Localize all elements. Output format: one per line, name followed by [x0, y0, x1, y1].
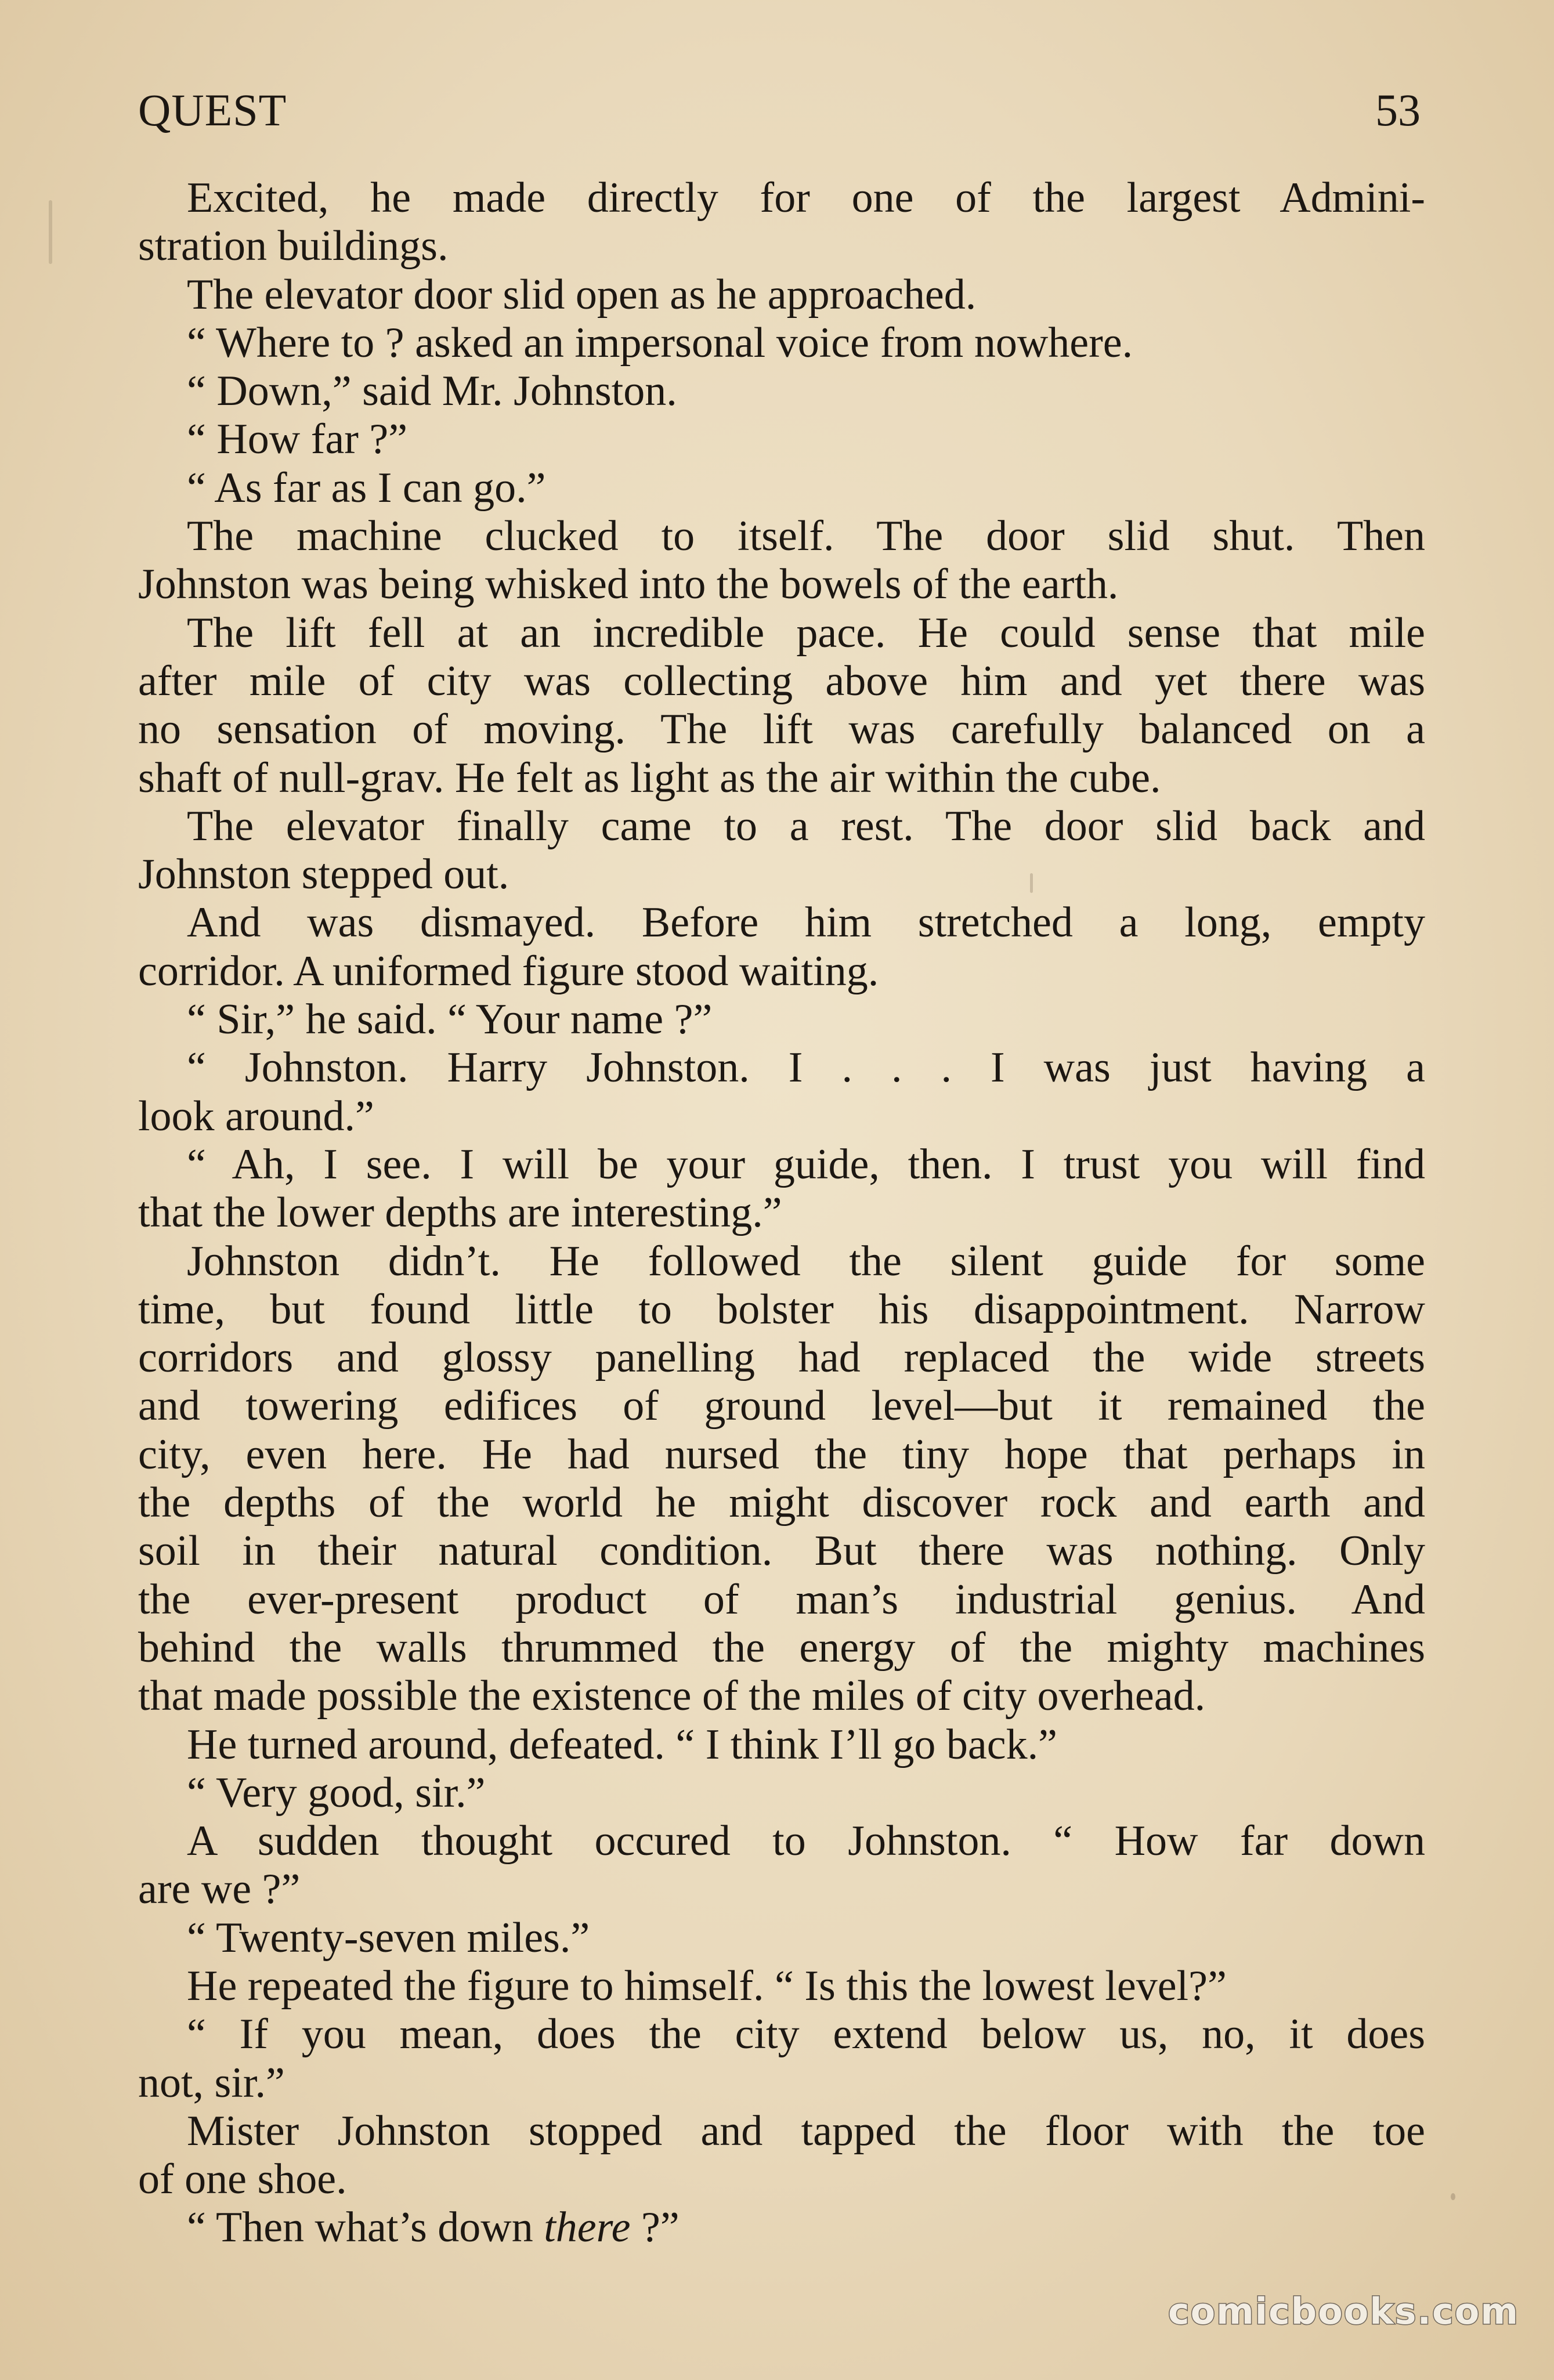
text-line: city, even here. He had nursed the tiny hope that perhaps in: [138, 1430, 1425, 1478]
text-line: the ever-present product of man’s industrial genius. And: [138, 1575, 1425, 1623]
text-line: The elevator finally came to a rest. The door slid back and: [187, 802, 1425, 850]
text-line: “ Twenty-seven miles.”: [187, 1914, 590, 1962]
text-line: Excited, he made directly for one of the largest Admini-: [187, 174, 1425, 222]
text-line: look around.”: [138, 1092, 374, 1140]
text-line: behind the walls thrummed the energy of the mighty machines: [138, 1623, 1425, 1672]
text-line: Johnston didn’t. He followed the silent guide for some: [187, 1237, 1425, 1285]
paragraph: [138, 174, 1425, 271]
paragraph: [138, 271, 1425, 319]
paragraph: [138, 367, 1425, 415]
text-line: “ How far ?”: [187, 415, 408, 464]
final-line-end: ?”: [630, 2204, 680, 2252]
paragraph-final: [138, 2204, 1425, 2252]
paragraph: [138, 1721, 1425, 1769]
text-line: A sudden thought occured to Johnston. “ How far down: [187, 1817, 1425, 1865]
text-line: The machine clucked to itself. The door slid shut. Then: [187, 512, 1425, 560]
text-line: Johnston was being whisked into the bowels of the earth.: [138, 560, 1119, 609]
text-line: Mister Johnston stopped and tapped the floor with the toe: [187, 2107, 1425, 2155]
text-line: And was dismayed. Before him stretched a long, empty: [187, 899, 1425, 947]
text-line: “ If you mean, does the city extend below us, no, it does: [187, 2010, 1425, 2059]
text-line: corridor. A uniformed figure stood waiting.: [138, 947, 879, 995]
paragraph: [138, 1141, 1425, 1238]
text-line: Johnston stepped out.: [138, 851, 509, 899]
emphasized-word: there: [544, 2204, 631, 2252]
paragraph: [138, 1914, 1425, 1962]
text-line: “ Sir,” he said. “ Your name ?”: [187, 996, 713, 1044]
text-line: shaft of null-grav. He felt as light as the air within the cube.: [138, 754, 1161, 802]
paragraph: [138, 2107, 1425, 2204]
text-line: “ Down,” said Mr. Johnston.: [187, 367, 677, 415]
paragraph: [138, 1238, 1425, 1721]
paragraph: [138, 2010, 1425, 2107]
text-line: not, sir.”: [138, 2059, 285, 2107]
text-line: soil in their natural condition. But there was nothing. Only: [138, 1527, 1425, 1575]
text-line: He turned around, defeated. “ I think I’ll go back.”: [187, 1720, 1057, 1768]
paragraph: [138, 512, 1425, 609]
text-line: after mile of city was collecting above him and yet there was: [138, 657, 1425, 705]
paragraph: [138, 1044, 1425, 1141]
text-line: “ As far as I can go.”: [187, 464, 546, 512]
text-line: are we ?”: [138, 1865, 301, 1914]
text-line: stration buildings.: [138, 222, 449, 270]
text-line: He repeated the figure to himself. “ Is this the lowest level?”: [187, 1962, 1227, 2010]
paragraph: [138, 1769, 1425, 1817]
paragraph: [138, 802, 1425, 899]
paragraph: [138, 899, 1425, 996]
text-line: the depths of the world he might discover rock and earth and: [138, 1479, 1425, 1527]
paper-mark: [49, 200, 52, 264]
running-title: QUEST: [138, 85, 287, 135]
paragraph: [138, 415, 1425, 464]
paper-mark: [1451, 2193, 1455, 2200]
text-line: of one shoe.: [138, 2155, 347, 2204]
watermark-logo: comicbooks.com: [1168, 2290, 1519, 2332]
text-line: The elevator door slid open as he approached.: [187, 270, 977, 319]
paragraph: [138, 609, 1425, 802]
text-line: that made possible the existence of the miles of city overhead.: [138, 1672, 1206, 1720]
text-line: “ Where to ? asked an impersonal voice from nowhere.: [187, 319, 1133, 367]
text-line: no sensation of moving. The lift was carefully balanced on a: [138, 706, 1425, 754]
story-text: [138, 174, 1425, 2252]
paragraph: [138, 1962, 1425, 2010]
text-line: corridors and glossy panelling had replaced the wide streets: [138, 1334, 1425, 1382]
text-line: The lift fell at an incredible pace. He could sense that mile: [187, 609, 1425, 657]
text-line: time, but found little to bolster his disappointment. Narrow: [138, 1285, 1425, 1333]
paragraph-list: [138, 174, 1425, 2204]
text-line: and towering edifices of ground level—but it remained the: [138, 1382, 1425, 1430]
text-line: [138, 2204, 1425, 2252]
running-head: [138, 81, 1421, 139]
text-line: “ Very good, sir.”: [187, 1768, 486, 1817]
paragraph: [138, 1817, 1425, 1914]
paragraph: [138, 996, 1425, 1044]
text-line: that the lower depths are interesting.”: [138, 1189, 782, 1237]
final-line-start: “ Then what’s down: [187, 2204, 544, 2252]
text-line: “ Johnston. Harry Johnston. I . . . I was just having a: [187, 1044, 1425, 1092]
paper-mark: [1030, 873, 1033, 893]
page-number: 53: [1375, 85, 1421, 135]
paragraph: [138, 319, 1425, 367]
paragraph: [138, 464, 1425, 512]
text-line: “ Ah, I see. I will be your guide, then. I trust you will find: [187, 1140, 1425, 1188]
